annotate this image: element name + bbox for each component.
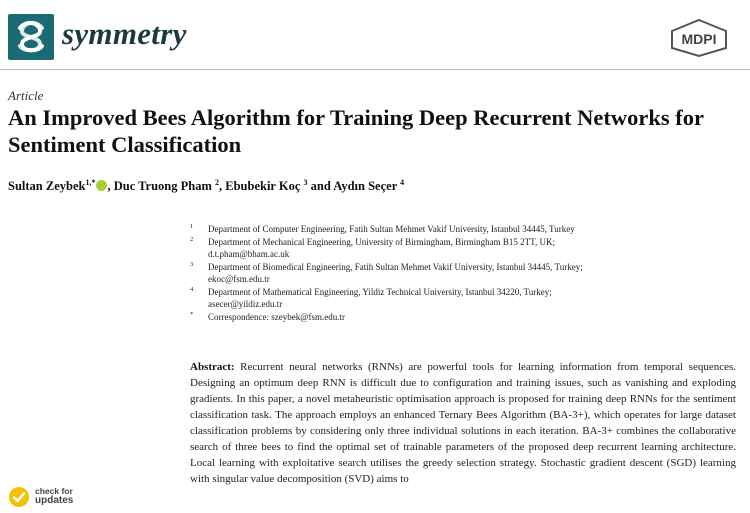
orcid-icon[interactable]	[96, 180, 107, 191]
affiliation-text: Department of Biomedical Engineering, Fatih Sultan Mehmet Vakif University, Istanbul 34445, Turkey;	[208, 261, 583, 272]
abstract	[190, 359, 736, 487]
mdpi-logo	[668, 18, 730, 58]
author-affiliation-sup: 1,*	[85, 177, 96, 187]
abstract-text: Recurrent neural networks (RNNs) are powerful tools for learning information from temporal sequences. Designing an optimum deep RNN is difficult due to configuration and training issues, such as vanishing and exploding gradients. In this paper, a novel metaheuristic optimisation approach is proposed for training deep RNNs for the sentiment classification task. The approach employs an enhanced Ternary Bees Algorithm (BA-3+), which operates for large dataset classification problems by considering only three individual solutions in each iteration. BA-3+ combines the collaborative search of three bees to find the optimal set of trainable parameters of the proposed deep recurrent learning architecture. Local learning with exploitative search utilises the greedy selection strategy. Stochastic gradient descent (SGD) learning with singular value decomposition (SVD) aims to	[190, 361, 737, 485]
check-updates-icon	[8, 486, 30, 508]
abstract-label: Abstract:	[190, 361, 235, 373]
check-for-updates-button[interactable]	[8, 484, 98, 508]
affiliation-item	[190, 236, 730, 261]
article-title: An Improved Bees Algorithm for Training Deep Recurrent Networks for Sentiment Classification	[8, 105, 704, 157]
affiliation-text: Department of Mathematical Engineering, Yildiz Technical University, Istanbul 34220, Turkey;	[208, 286, 552, 297]
mdpi-logo-text: MDPI	[681, 31, 717, 47]
author-separator: ,	[219, 179, 226, 193]
affiliation-list	[190, 223, 730, 323]
author-list	[8, 179, 728, 194]
affiliation-number: 2	[190, 235, 194, 243]
author-separator: ,	[107, 179, 114, 193]
check-updates-line2: updates	[35, 495, 74, 506]
journal-name: symmetry	[62, 16, 187, 51]
affiliation-number: 3	[190, 260, 194, 268]
affiliation-email[interactable]: d.t.pham@bham.ac.uk	[208, 249, 290, 259]
affiliation-item	[190, 286, 730, 311]
affiliation-text: Department of Mechanical Engineering, University of Birmingham, Birmingham B15 2TT, UK;	[208, 236, 556, 247]
journal-logo-icon	[8, 14, 54, 60]
header-divider	[0, 69, 750, 70]
affiliation-number: 4	[190, 285, 194, 293]
author-name: Aydın Seçer	[333, 179, 398, 193]
author-name: Sultan Zeybek	[8, 179, 86, 193]
affiliation-item	[190, 223, 730, 236]
author-separator: and	[307, 179, 334, 193]
author-name: Duc Truong Pham	[113, 179, 212, 193]
affiliation-email[interactable]: asecer@yildiz.edu.tr	[208, 299, 283, 309]
author-affiliation-sup: 4	[400, 177, 405, 187]
affiliation-item	[190, 261, 730, 286]
correspondence-text: Correspondence: szeybek@fsm.edu.tr	[208, 311, 345, 322]
author-affiliation-sup: 2	[215, 177, 220, 187]
affiliation-number: 1	[190, 223, 194, 230]
affiliation-text: Department of Computer Engineering, Fatih Sultan Mehmet Vakif University, Istanbul 34445, Turkey	[208, 224, 575, 234]
check-updates-label	[35, 487, 73, 505]
affiliation-number: *	[190, 310, 194, 318]
affiliation-email[interactable]: ekoc@fsm.edu.tr	[208, 274, 270, 284]
author-affiliation-sup: 3	[303, 177, 308, 187]
author-name: Ebubekir Koç	[225, 179, 301, 193]
journal-header	[0, 0, 750, 70]
article-type: Article	[8, 88, 44, 103]
check-updates-line1: check for	[35, 486, 73, 496]
affiliation-item	[190, 311, 730, 324]
